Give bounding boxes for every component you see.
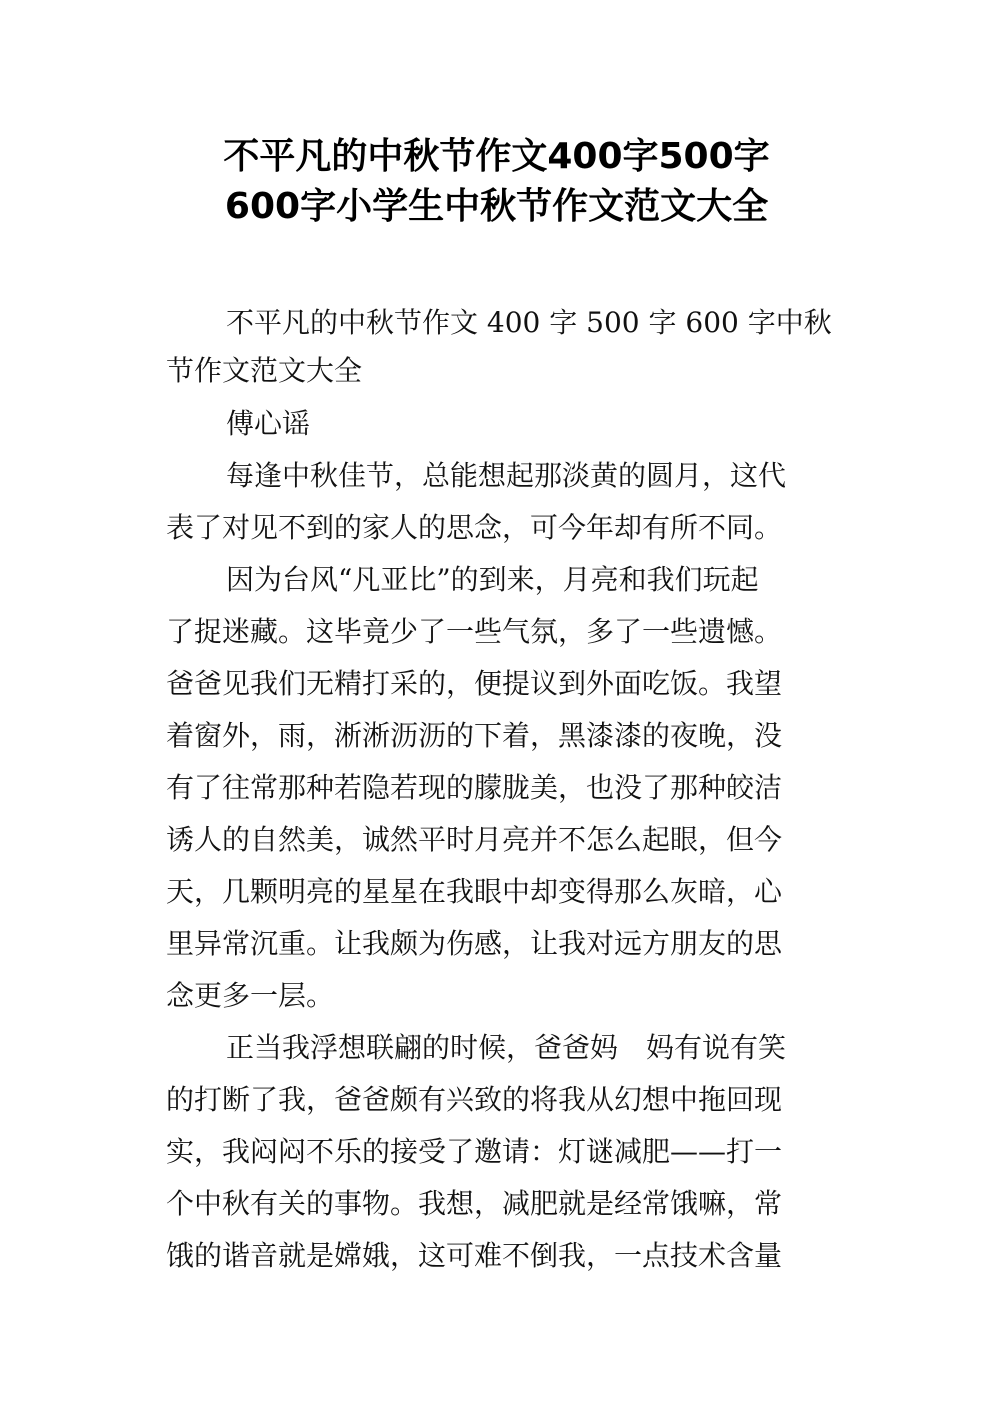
body-line: 里异常沉重。让我颇为伤感，让我对远方朋友的思	[166, 927, 783, 960]
body-line: 因为台风“凡亚比”的到来，月亮和我们玩起	[226, 563, 759, 596]
body-line: 正当我浮想联翩的时候，爸爸妈 妈有说有笑	[226, 1031, 787, 1064]
body-line: 天，几颗明亮的星星在我眼中却变得那么灰暗，心	[166, 875, 783, 908]
body-line: 着窗外，雨，淅淅沥沥的下着，黑漆漆的夜晚，没	[166, 719, 783, 752]
author-name: 傅心谣	[226, 407, 311, 440]
body-line: 每逢中秋佳节，总能想起那淡黄的圆月，这代	[226, 459, 787, 492]
body-line: 的打断了我，爸爸颇有兴致的将我从幻想中拖回现	[166, 1083, 783, 1116]
body-line: 了捉迷藏。这毕竟少了一些气氛，多了一些遗憾。	[166, 615, 783, 648]
body-line: 有了往常那种若隐若现的朦胧美，也没了那种皎洁	[166, 771, 783, 804]
body-line: 实，我闷闷不乐的接受了邀请：灯谜减肥——打一	[166, 1135, 783, 1168]
body-line: 个中秋有关的事物。我想，减肥就是经常饿嘛，常	[166, 1187, 783, 1220]
body-line: 节作文范文大全	[166, 354, 363, 387]
body-line: 诱人的自然美，诚然平时月亮并不怎么起眼，但今	[166, 823, 783, 856]
body-line: 表了对见不到的家人的思念，可今年却有所不同。	[166, 511, 783, 544]
body-line: 爸爸见我们无精打采的，便提议到外面吃饭。我望	[166, 667, 783, 700]
body-line: 不平凡的中秋节作文 400 字 500 字 600 字中秋	[226, 306, 832, 339]
body-line: 饿的谐音就是嫦娥，这可难不倒我，一点技术含量	[166, 1239, 783, 1272]
document-title-line-2: 600字小学生中秋节作文范文大全	[224, 186, 769, 227]
document-title-line-1: 不平凡的中秋节作文400字500字	[223, 136, 770, 177]
body-line: 念更多一层。	[166, 979, 335, 1012]
